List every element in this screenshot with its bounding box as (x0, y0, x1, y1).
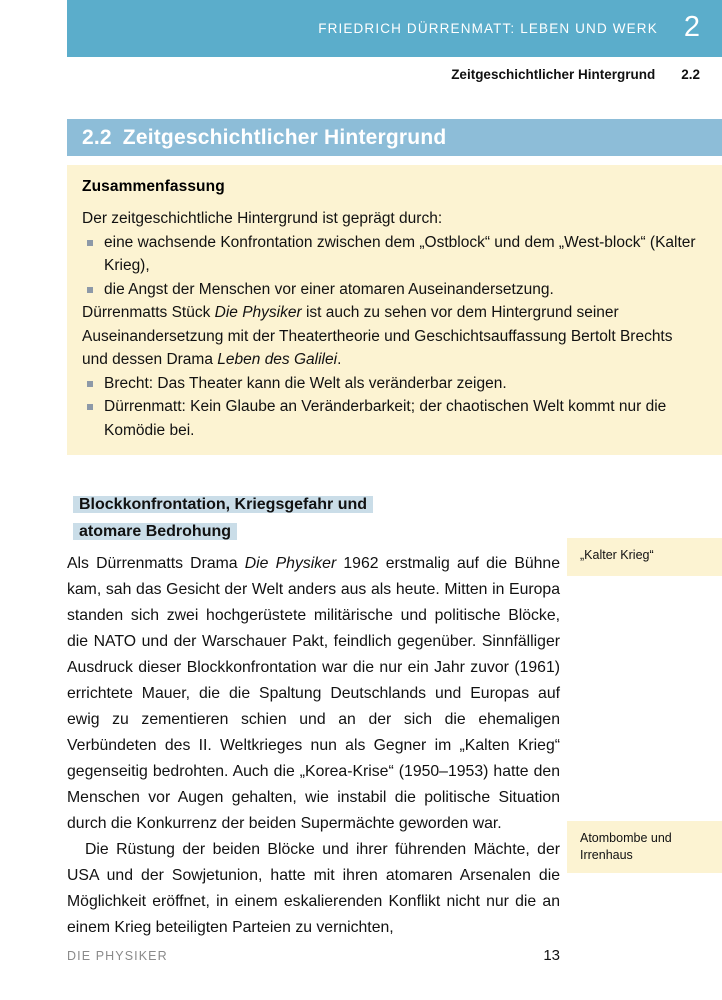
body-paragraph-2: Die Rüstung der beiden Blöcke und ihrer führenden Mächte, der USA und der Sowjetunion, hatte mit ihren atomaren Arsenalen die Möglichkeit eröffnet, in einem eskalierenden Konflikt nicht nur die an einem Krieg beteiligten Parteien zu vernichten, (67, 841, 560, 936)
section-title: Zeitgeschichtlicher Hintergrund (122, 125, 447, 149)
list-item-label: Brecht: Das Theater kann die Welt als veränderbar zeigen. (104, 374, 507, 392)
list-item (82, 395, 700, 442)
summary-bullet-list-first (82, 231, 700, 302)
running-subheader-number: 2.2 (681, 66, 700, 82)
body-paragraph-1 (67, 551, 560, 837)
running-subheader (67, 60, 722, 88)
margin-note-text: Atombombe und Irrenhaus (580, 831, 672, 862)
bullet-square-icon (87, 381, 93, 387)
running-header-chapter-number: 2 (683, 11, 700, 43)
summary-paragraph-part-2: ist auch zu sehen vor dem Hintergrund seiner Auseinandersetzung mit der Theatertheorie und Geschichtsauffassung Bertolt Brechts und dessen Drama (82, 304, 673, 368)
list-item-label: die Angst der Menschen vor einer atomaren Auseinandersetzung. (104, 280, 554, 298)
footer-work-title: DIE PHYSIKER (67, 949, 168, 963)
work-title-die-physiker: Die Physiker (214, 304, 302, 321)
bullet-square-icon (87, 240, 93, 246)
body-text-column (67, 551, 560, 941)
summary-paragraph-part-1: Dürrenmatts Stück (82, 304, 215, 321)
margin-note-atombombe-und-irrenhaus (567, 821, 722, 873)
work-title-die-physiker: Die Physiker (244, 555, 337, 572)
summary-lead-text: Der zeitgeschichtliche Hintergrund ist geprägt durch: (82, 210, 443, 227)
list-item (82, 372, 700, 396)
running-subheader-label: Zeitgeschichtlicher Hintergrund (451, 66, 656, 82)
page-footer (67, 947, 560, 964)
list-item (82, 278, 700, 302)
margin-note-kalter-krieg (567, 538, 722, 576)
body-paragraph-1-part-1: Als Dürrenmatts Drama (67, 555, 245, 572)
list-item (82, 231, 700, 278)
margin-note-text: „Kalter Krieg“ (580, 548, 654, 562)
bullet-square-icon (87, 287, 93, 293)
running-header-bar (67, 0, 722, 57)
body-paragraph-1-part-2: 1962 erstmalig auf die Bühne kam, sah das Gesicht der Welt anders aus als heute. Mitten in Europa standen sich zwei hochgerüstete militärische und politische Blöcke, die NATO und der Warschauer Pakt, feindlich gegenüber. Sinnfälliger Ausdruck dieser Blockkonfrontation war die nur ein Jahr zuvor (1961) errichtete Mauer, die die Spaltung Deutschlands und Europas auf ewig zu zementieren schien und an der sich die ehemaligen Verbündeten des II. Weltkrieges nun als Gegner im „Kalten Krieg“ gegenseitig bedrohten. Auch die „Korea-Krise“ (1950–1953) hatte den Menschen vor Augen gehalten, wie instabil die politische Situation durch die Konkurrenz der beiden Supermächte geworden war. (67, 555, 561, 832)
list-item-label: eine wachsende Konfrontation zwischen dem „Ostblock“ und dem „West-block“ (Kalter Krieg), (104, 233, 696, 274)
footer-page-number: 13 (543, 947, 560, 964)
list-item-label: Dürrenmatt: Kein Glaube an Veränderbarkeit; der chaotischen Welt kommt nur die Komödie bei. (104, 398, 667, 439)
section-number: 2.2 (82, 125, 112, 149)
work-title-leben-des-galilei: Leben des Galilei (217, 351, 338, 368)
summary-paragraph-part-3: . (337, 351, 342, 368)
summary-bullet-list-second (82, 372, 700, 443)
section-title-band (67, 119, 722, 156)
subsection-heading (79, 491, 439, 545)
subsection-heading-line-2: atomare Bedrohung (79, 523, 232, 540)
summary-box (67, 165, 722, 455)
summary-paragraph (82, 301, 700, 372)
subsection-heading-line-1: Blockkonfrontation, Kriegsgefahr und (79, 496, 368, 513)
summary-title: Zusammenfassung (82, 178, 225, 195)
running-header-title: FRIEDRICH DÜRRENMATT: LEBEN UND WERK (318, 21, 658, 36)
bullet-square-icon (87, 404, 93, 410)
